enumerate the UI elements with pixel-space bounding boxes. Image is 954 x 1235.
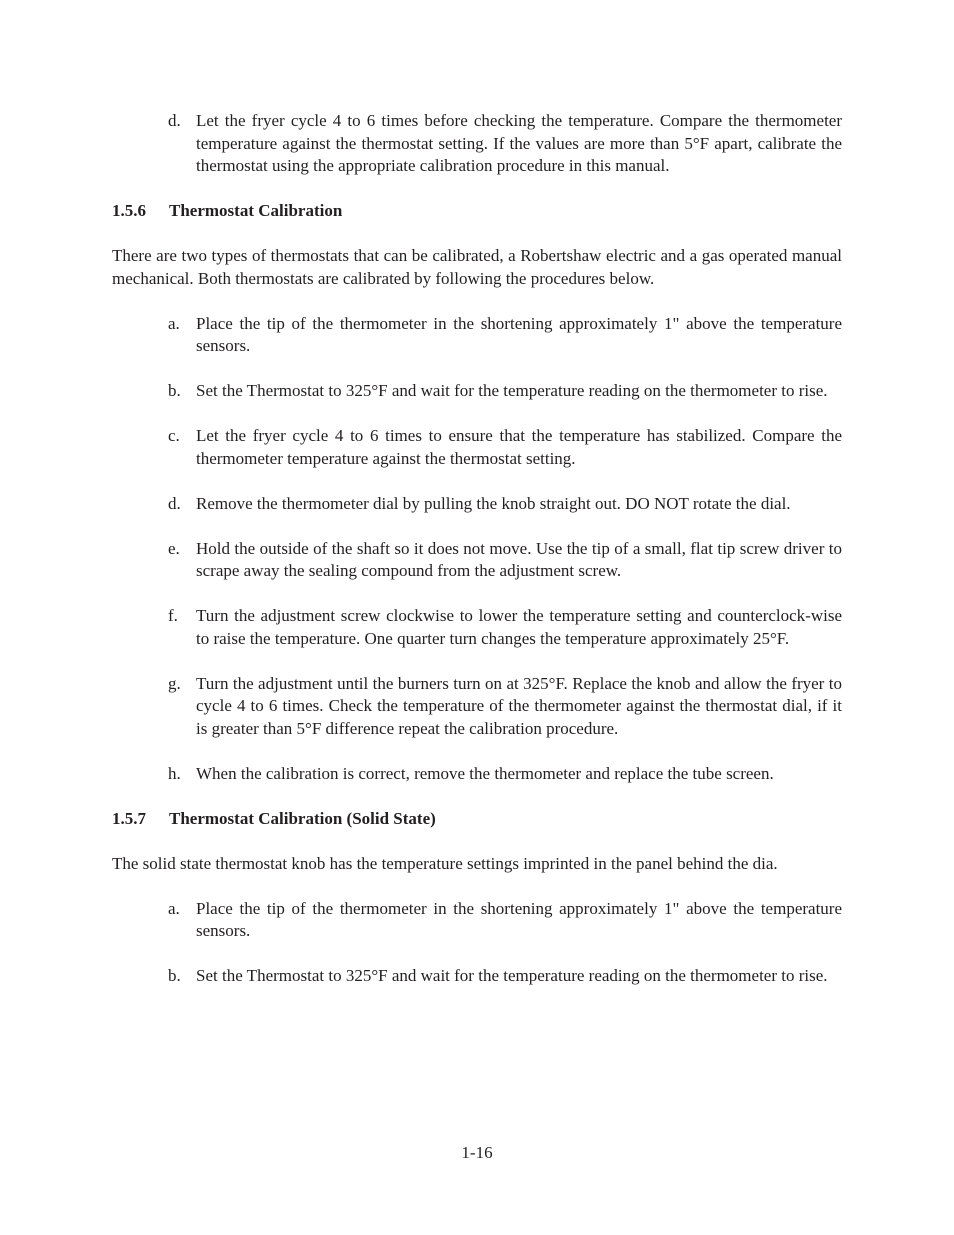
list-item: [112, 673, 842, 741]
list-item: [112, 605, 842, 650]
item-letter: h.: [168, 763, 181, 783]
list-item: [112, 763, 842, 786]
item-text: Place the tip of the thermometer in the shortening approximately 1" above the temperature sensors.: [196, 313, 842, 355]
item-letter: d.: [168, 111, 181, 130]
item-letter: f.: [168, 606, 178, 625]
item-text: Set the Thermostat to 325°F and wait for the temperature reading on the thermometer to rise.: [196, 381, 828, 400]
list-item: [112, 313, 842, 358]
list-item: [112, 493, 842, 516]
item-letter: a.: [168, 313, 180, 333]
list-item: [112, 965, 842, 988]
item-letter: e.: [168, 538, 180, 558]
item-letter: c.: [168, 426, 180, 445]
section-title: Thermostat Calibration: [169, 201, 343, 220]
item-text: Let the fryer cycle 4 to 6 times before checking the temperature. Compare the thermometer temperature against the thermostat setting. If the values are more than 5°F apart, calibrate the thermostat using the appropriate calibration procedure in this manual.: [196, 111, 842, 175]
list-item: [112, 538, 842, 583]
item-text: Turn the adjustment until the burners turn on at 325°F. Replace the knob and allow the fryer to cycle 4 to 6 times. Check the temperature of the thermometer against the thermostat dial, if it is greater than 5°F difference repeat the calibration procedure.: [196, 673, 842, 738]
item-text: Place the tip of the thermometer in the shortening approximately 1" above the temperature sensors.: [196, 898, 842, 940]
item-text: Turn the adjustment screw clockwise to lower the temperature setting and counterclock-wise to raise the temperature. One quarter turn changes the temperature approximately 25°F.: [196, 606, 842, 648]
list-item: [112, 425, 842, 470]
section-title: Thermostat Calibration (Solid State): [169, 808, 436, 828]
section-number: 1.5.6: [112, 201, 146, 220]
section-intro: The solid state thermostat knob has the temperature settings imprinted in the panel behind the dia.: [112, 853, 778, 873]
item-letter: b.: [168, 966, 181, 985]
item-text: Hold the outside of the shaft so it does not move. Use the tip of a small, flat tip screw driver to scrape away the sealing compound from the adjustment screw.: [196, 538, 842, 580]
item-letter: b.: [168, 381, 181, 400]
section-number: 1.5.7: [112, 808, 146, 828]
item-text: Let the fryer cycle 4 to 6 times to ensure that the temperature has stabilized. Compare the thermometer temperature against the thermostat setting.: [196, 426, 842, 468]
page-number: 1-16: [461, 1143, 493, 1162]
list-item: [112, 380, 842, 403]
item-text: When the calibration is correct, remove the thermometer and replace the tube screen.: [196, 763, 774, 783]
item-letter: g.: [168, 673, 181, 693]
item-text: Set the Thermostat to 325°F and wait for the temperature reading on the thermometer to rise.: [196, 966, 828, 985]
item-letter: a.: [168, 898, 180, 918]
item-text: Remove the thermometer dial by pulling the knob straight out. DO NOT rotate the dial.: [196, 493, 791, 513]
list-item: [112, 898, 842, 943]
section-intro: There are two types of thermostats that can be calibrated, a Robertshaw electric and a gas operated manual mechanical. Both thermostats are calibrated by following the procedures below.: [112, 246, 842, 288]
document-page: [112, 110, 842, 988]
section-heading: [112, 200, 842, 223]
section-heading: [112, 808, 842, 831]
list-item: [112, 110, 842, 178]
item-letter: d.: [168, 493, 181, 513]
